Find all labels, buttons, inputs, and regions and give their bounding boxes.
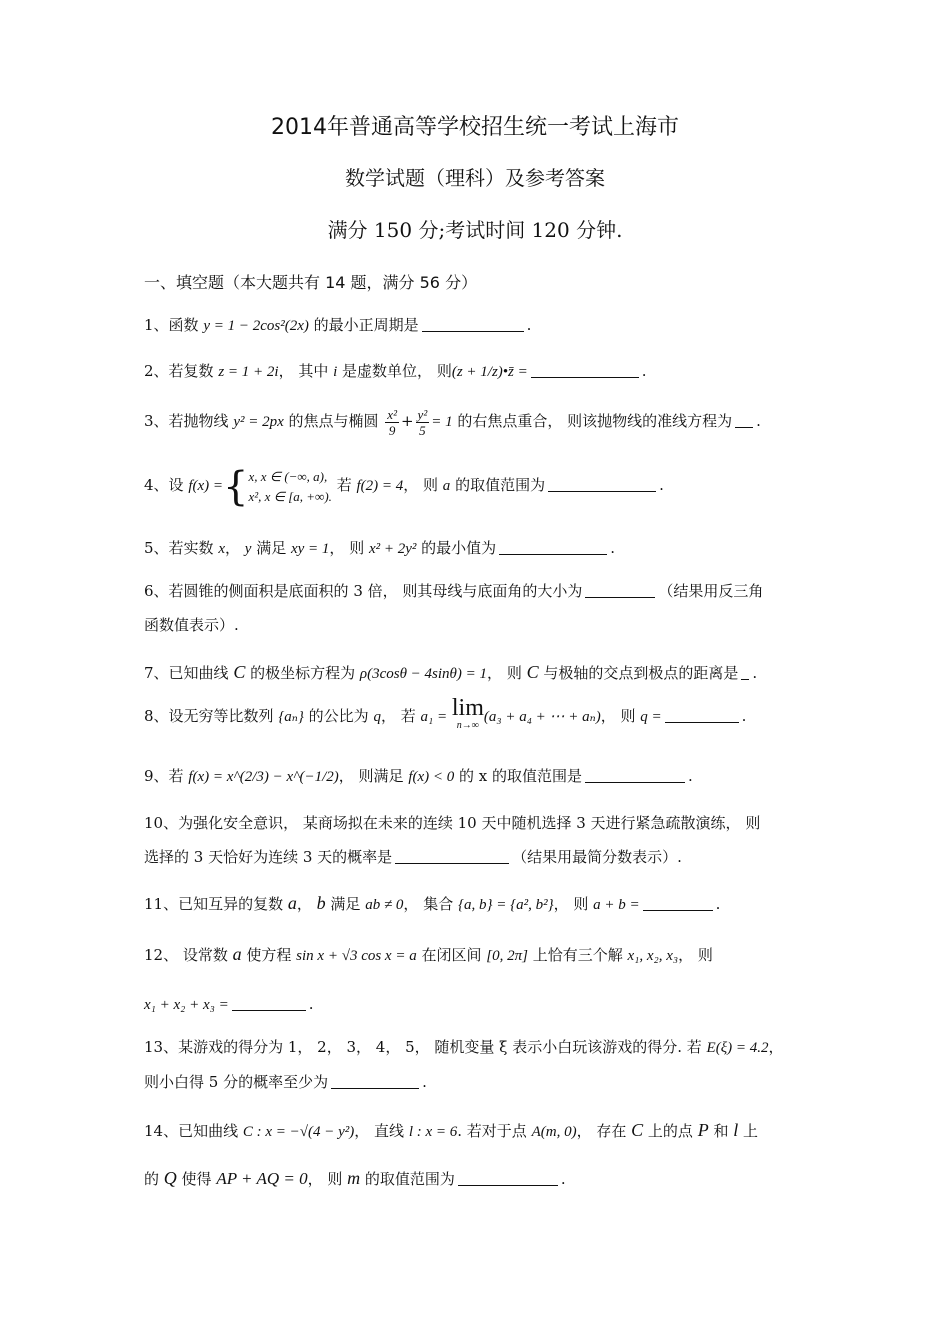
answer-blank[interactable] xyxy=(741,663,749,680)
math-expression: y² = 2px xyxy=(233,414,284,430)
answer-blank[interactable] xyxy=(665,706,739,723)
question-4: 4、设 f(x) ={ x, x ∈ (−∞, a), x², x ∈ [a, +∞). 若 f(2) = 4， 则 a 的取值范围为 . xyxy=(144,464,664,510)
answer-blank[interactable] xyxy=(643,894,713,911)
math-expression: sin x + √3 cos x = a xyxy=(296,948,417,964)
question-14-line2: 的 Q 使得 AP + AQ = 0， 则 m 的取值范围为 . xyxy=(144,1168,566,1188)
section-heading: 一、填空题（本大题共有 14 题，满分 56 分） xyxy=(144,273,478,292)
piecewise-function: { x, x ∈ (−∞, a), x², x ∈ [a, +∞). xyxy=(223,464,332,510)
limit-operator: lim n→∞ xyxy=(451,695,484,731)
math-expression: C : x = −√(4 − y²) xyxy=(242,1124,355,1140)
question-3: 3、若抛物线 y² = 2px 的焦点与椭圆 $\frac{\text{x²}}{9}$ + $\frac{\text{y²}}{5}$ = 1 的右焦点重合， 则该抛物线的准线方程为 . xyxy=(144,406,761,438)
question-9: 9、若 f(x) = x^(2/3) − x^(−1/2)， 则满足 f(x) < 0 的 x 的取值范围是 . xyxy=(144,767,693,785)
question-11: 11、已知互异的复数 a， b 满足 ab ≠ 0， 集合 {a, b} = {a², b²}， 则 a + b = . xyxy=(144,893,721,913)
question-8: 8、设无穷等比数列 {aₙ} 的公比为 q， 若 a₁ = lim n→∞ (a₃ + a₄ + ⋯ + aₙ)， 则 q = . xyxy=(144,696,808,737)
question-7: 7、已知曲线 C 的极坐标方程为 ρ(3cosθ − 4sinθ) = 1， 则 C 与极轴的交点到极点的距离是 . xyxy=(144,662,758,682)
answer-blank[interactable] xyxy=(331,1072,419,1089)
math-expression: z = 1 + 2i xyxy=(218,364,279,380)
math-expression: ρ(3cosθ − 4sinθ) = 1 xyxy=(359,666,488,682)
fraction: $\frac{\text{y²}}{5}$ xyxy=(417,406,428,438)
question-12-line2: x₁ + x₂ + x₃ = . xyxy=(144,995,314,1013)
question-13: 13、某游戏的得分为 1， 2， 3， 4， 5， 随机变量 ξ 表示小白玩该游戏的得分. 若 E(ξ) = 4.2， 则小白得 5 分的概率至少为 . xyxy=(144,1038,784,1091)
question-6: 6、若圆锥的侧面积是底面积的 3 倍， 则其母线与底面角的大小为 （结果用反三角 函数值表示）. xyxy=(144,582,764,634)
answer-blank[interactable] xyxy=(232,994,306,1011)
exam-title: 2014年普通高等学校招生统一考试上海市 xyxy=(271,115,679,140)
answer-blank[interactable] xyxy=(499,538,607,555)
question-1: 1、函数 y = 1 − 2cos²(2x) 的最小正周期是 . xyxy=(144,316,532,334)
exam-info: 满分 150 分;考试时间 120 分钟. xyxy=(327,218,623,242)
answer-blank[interactable] xyxy=(395,847,509,864)
answer-blank[interactable] xyxy=(735,411,753,428)
question-14: 14、已知曲线 C : x = −√(4 − y²)， 直线 l : x = 6. 若对于点 A(m, 0)， 存在 C 上的点 P 和 l 上 xyxy=(144,1120,759,1140)
math-expression: (z + 1/z)•z̄ = xyxy=(451,364,528,380)
question-10: 10、为强化安全意识， 某商场拟在未来的连续 10 天中随机选择 3 天进行紧急疏散演练， 则 选择的 3 天恰好为连续 3 天的概率是 （结果用最简分数表示）. xyxy=(144,814,761,866)
answer-blank[interactable] xyxy=(531,361,639,378)
question-12: 12、 设常数 a 使方程 sin x + √3 cos x = a 在闭区间 [0, 2π] 上恰有三个解 x₁, x₂, x₃， 则 xyxy=(144,944,713,964)
question-5: 5、若实数 x， y 满足 xy = 1， 则 x² + 2y² 的最小值为 . xyxy=(144,539,615,557)
question-2: 2、若复数 z = 1 + 2i， 其中 i 是虚数单位， 则(z + 1/z)•z̄ = . xyxy=(144,362,647,380)
answer-blank[interactable] xyxy=(585,766,685,783)
answer-blank[interactable] xyxy=(548,475,656,492)
answer-blank[interactable] xyxy=(422,315,524,332)
math-expression: y = 1 − 2cos²(2x) xyxy=(203,318,309,334)
answer-blank[interactable] xyxy=(585,581,655,598)
vector-equation: AP + AQ = 0 xyxy=(216,1169,308,1188)
fraction: $\frac{\text{x²}}{9}$ xyxy=(387,406,397,438)
math-expression: f(x) = x^(2/3) − x^(−1/2) xyxy=(188,769,339,785)
answer-blank[interactable] xyxy=(458,1169,558,1186)
exam-subtitle: 数学试题（理科）及参考答案 xyxy=(345,166,605,190)
